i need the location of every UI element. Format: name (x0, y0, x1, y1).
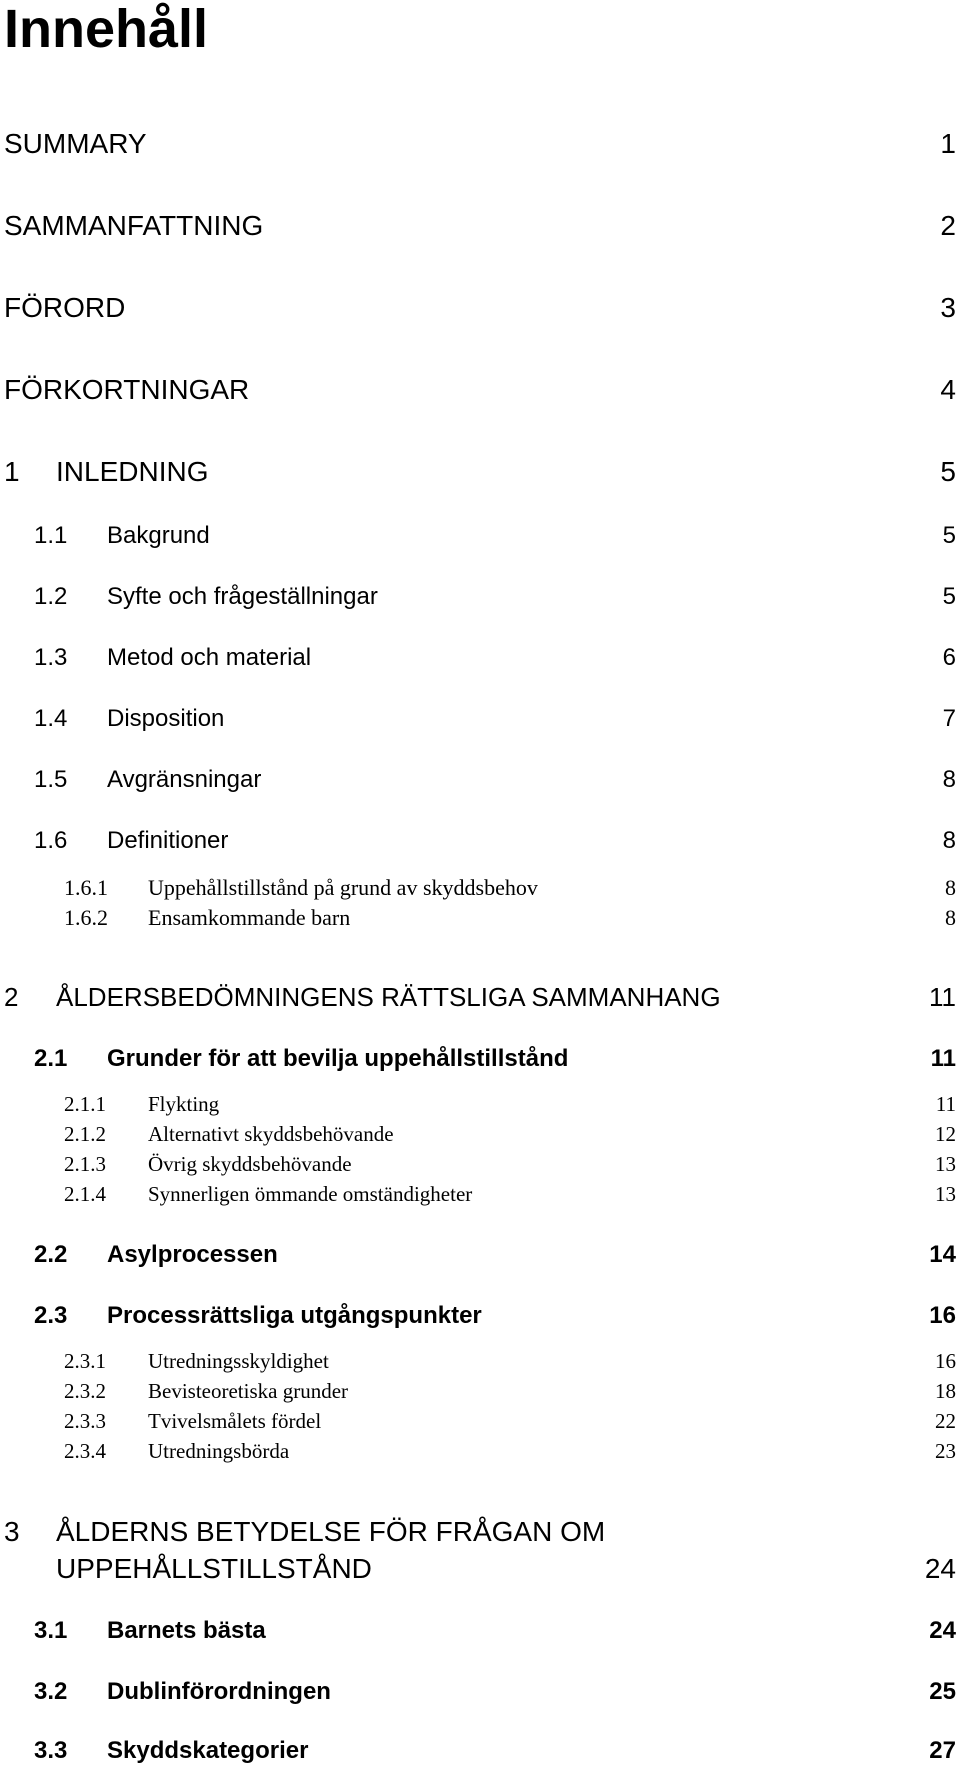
toc-subsection-page: 12 (935, 1122, 956, 1146)
toc-section-number: 2.1 (34, 1045, 68, 1072)
toc-section-number: 1.1 (34, 522, 68, 549)
toc-subsection-number: 1.6.1 (64, 875, 108, 900)
toc-section-label: Asylprocessen (107, 1241, 278, 1268)
toc-chapter-number: 2 (4, 982, 19, 1012)
toc-section-number: 1.4 (34, 705, 68, 732)
toc-subsection-label: Tvivelsmålets fördel (148, 1409, 322, 1433)
toc-subsection-number: 2.1.2 (64, 1122, 106, 1146)
toc-section-label: Skyddskategorier (107, 1737, 309, 1764)
toc-entry-label: FÖRKORTNINGAR (4, 374, 250, 405)
toc-subsection-label: Utredningsskyldighet (148, 1349, 329, 1373)
toc-subsection-number: 2.3.2 (64, 1379, 106, 1403)
toc-section-label: Syfte och frågeställningar (107, 583, 378, 610)
toc-subsection-page: 11 (935, 1092, 956, 1116)
toc-subsection-page: 13 (935, 1182, 956, 1206)
toc-section-number: 3.1 (34, 1617, 68, 1644)
toc-entry-page: 2 (940, 210, 956, 241)
toc-section-page: 7 (942, 705, 956, 732)
toc-section-page: 27 (929, 1737, 956, 1764)
toc-subsection-page: 16 (935, 1349, 956, 1373)
toc-chapter-page: 24 (924, 1553, 956, 1584)
toc-section-number: 2.2 (34, 1241, 68, 1268)
toc-entry-page: 1 (940, 128, 956, 159)
toc-section-label: Processrättsliga utgångspunkter (107, 1302, 482, 1329)
toc-subsection-number: 2.3.1 (64, 1349, 106, 1373)
toc-section-number: 1.2 (34, 583, 68, 610)
toc-subsection-number: 2.1.1 (64, 1092, 106, 1116)
toc-entry-label: SUMMARY (4, 128, 147, 159)
toc-entry-label: FÖRORD (4, 292, 126, 323)
toc-section-page: 5 (942, 522, 956, 549)
toc-section-label: Barnets bästa (107, 1617, 266, 1644)
toc-section-label: Disposition (107, 705, 225, 732)
toc-subsection-label: Flykting (148, 1092, 220, 1116)
toc-section-page: 8 (942, 766, 956, 793)
toc-section-number: 3.3 (34, 1737, 68, 1764)
toc-subsection-page: 13 (935, 1152, 956, 1176)
toc-section-number: 3.2 (34, 1678, 68, 1705)
toc-subsection-label: Utredningsbörda (148, 1439, 290, 1463)
toc-subsection-number: 2.1.3 (64, 1152, 106, 1176)
toc-subsection-number: 2.3.4 (64, 1439, 106, 1463)
toc-subsection-page: 23 (935, 1439, 956, 1463)
toc-section-number: 2.3 (34, 1302, 68, 1329)
toc-section-page: 6 (942, 644, 956, 671)
toc-section-page: 14 (929, 1241, 956, 1268)
toc-entry-label: SAMMANFATTNING (4, 210, 264, 241)
toc-subsection-number: 1.6.2 (64, 905, 108, 930)
toc-subsection-label: Uppehållstillstånd på grund av skyddsbehov (148, 875, 538, 900)
toc-chapter-number: 1 (4, 456, 20, 487)
toc-chapter-page: 5 (940, 456, 956, 487)
toc-subsection-label: Synnerligen ömmande omständigheter (148, 1182, 473, 1206)
toc-section-page: 16 (929, 1302, 956, 1329)
toc-entry-page: 3 (940, 292, 956, 323)
toc-section-number: 1.6 (34, 827, 68, 854)
toc-section-label: Grunder för att bevilja uppehållstillstånd (107, 1045, 569, 1072)
toc-chapter-label: INLEDNING (56, 456, 209, 487)
toc-section-page: 8 (942, 827, 956, 854)
toc-subsection-number: 2.3.3 (64, 1409, 106, 1433)
toc-section-label: Dublinförordningen (107, 1678, 331, 1705)
page-title: Innehåll (4, 0, 209, 59)
toc-chapter[interactable] (0, 1515, 960, 1585)
toc-section-label: Definitioner (107, 827, 229, 854)
page-heading-row (0, 2, 960, 58)
toc-subsection-page: 18 (935, 1379, 956, 1403)
toc-section-page: 5 (942, 583, 956, 610)
toc-chapter-label: ÅLDERNS BETYDELSE FÖR FRÅGAN OM (56, 1516, 606, 1547)
toc-section-label: Bakgrund (107, 522, 210, 549)
toc-section-page: 11 (930, 1045, 956, 1072)
toc-subsection-label: Bevisteoretiska grunder (148, 1379, 349, 1403)
toc-subsection-label: Övrig skyddsbehövande (148, 1152, 352, 1176)
toc-section-number: 1.5 (34, 766, 68, 793)
toc-subsection-page: 22 (935, 1409, 956, 1433)
toc-chapter-label-continued: UPPEHÅLLSTILLSTÅND (56, 1553, 372, 1584)
toc-chapter-label: ÅLDERSBEDÖMNINGENS RÄTTSLIGA SAMMANHANG (56, 982, 721, 1012)
toc-entry-page: 4 (940, 374, 956, 405)
toc-section-label: Avgränsningar (107, 766, 262, 793)
toc-section-label: Metod och material (107, 644, 312, 671)
toc-section-page: 24 (929, 1617, 956, 1644)
toc-subsection-page: 8 (945, 875, 956, 900)
toc-subsection-page: 8 (945, 905, 956, 930)
toc-chapter-number: 3 (4, 1516, 20, 1547)
toc-subsection-label: Alternativt skyddsbehövande (148, 1122, 394, 1146)
toc-subsection-label: Ensamkommande barn (148, 905, 351, 930)
toc-chapter-page: 11 (929, 982, 956, 1012)
toc-section-number: 1.3 (34, 644, 68, 671)
toc-section-page: 25 (929, 1678, 956, 1705)
toc-subsection-number: 2.1.4 (64, 1182, 106, 1206)
